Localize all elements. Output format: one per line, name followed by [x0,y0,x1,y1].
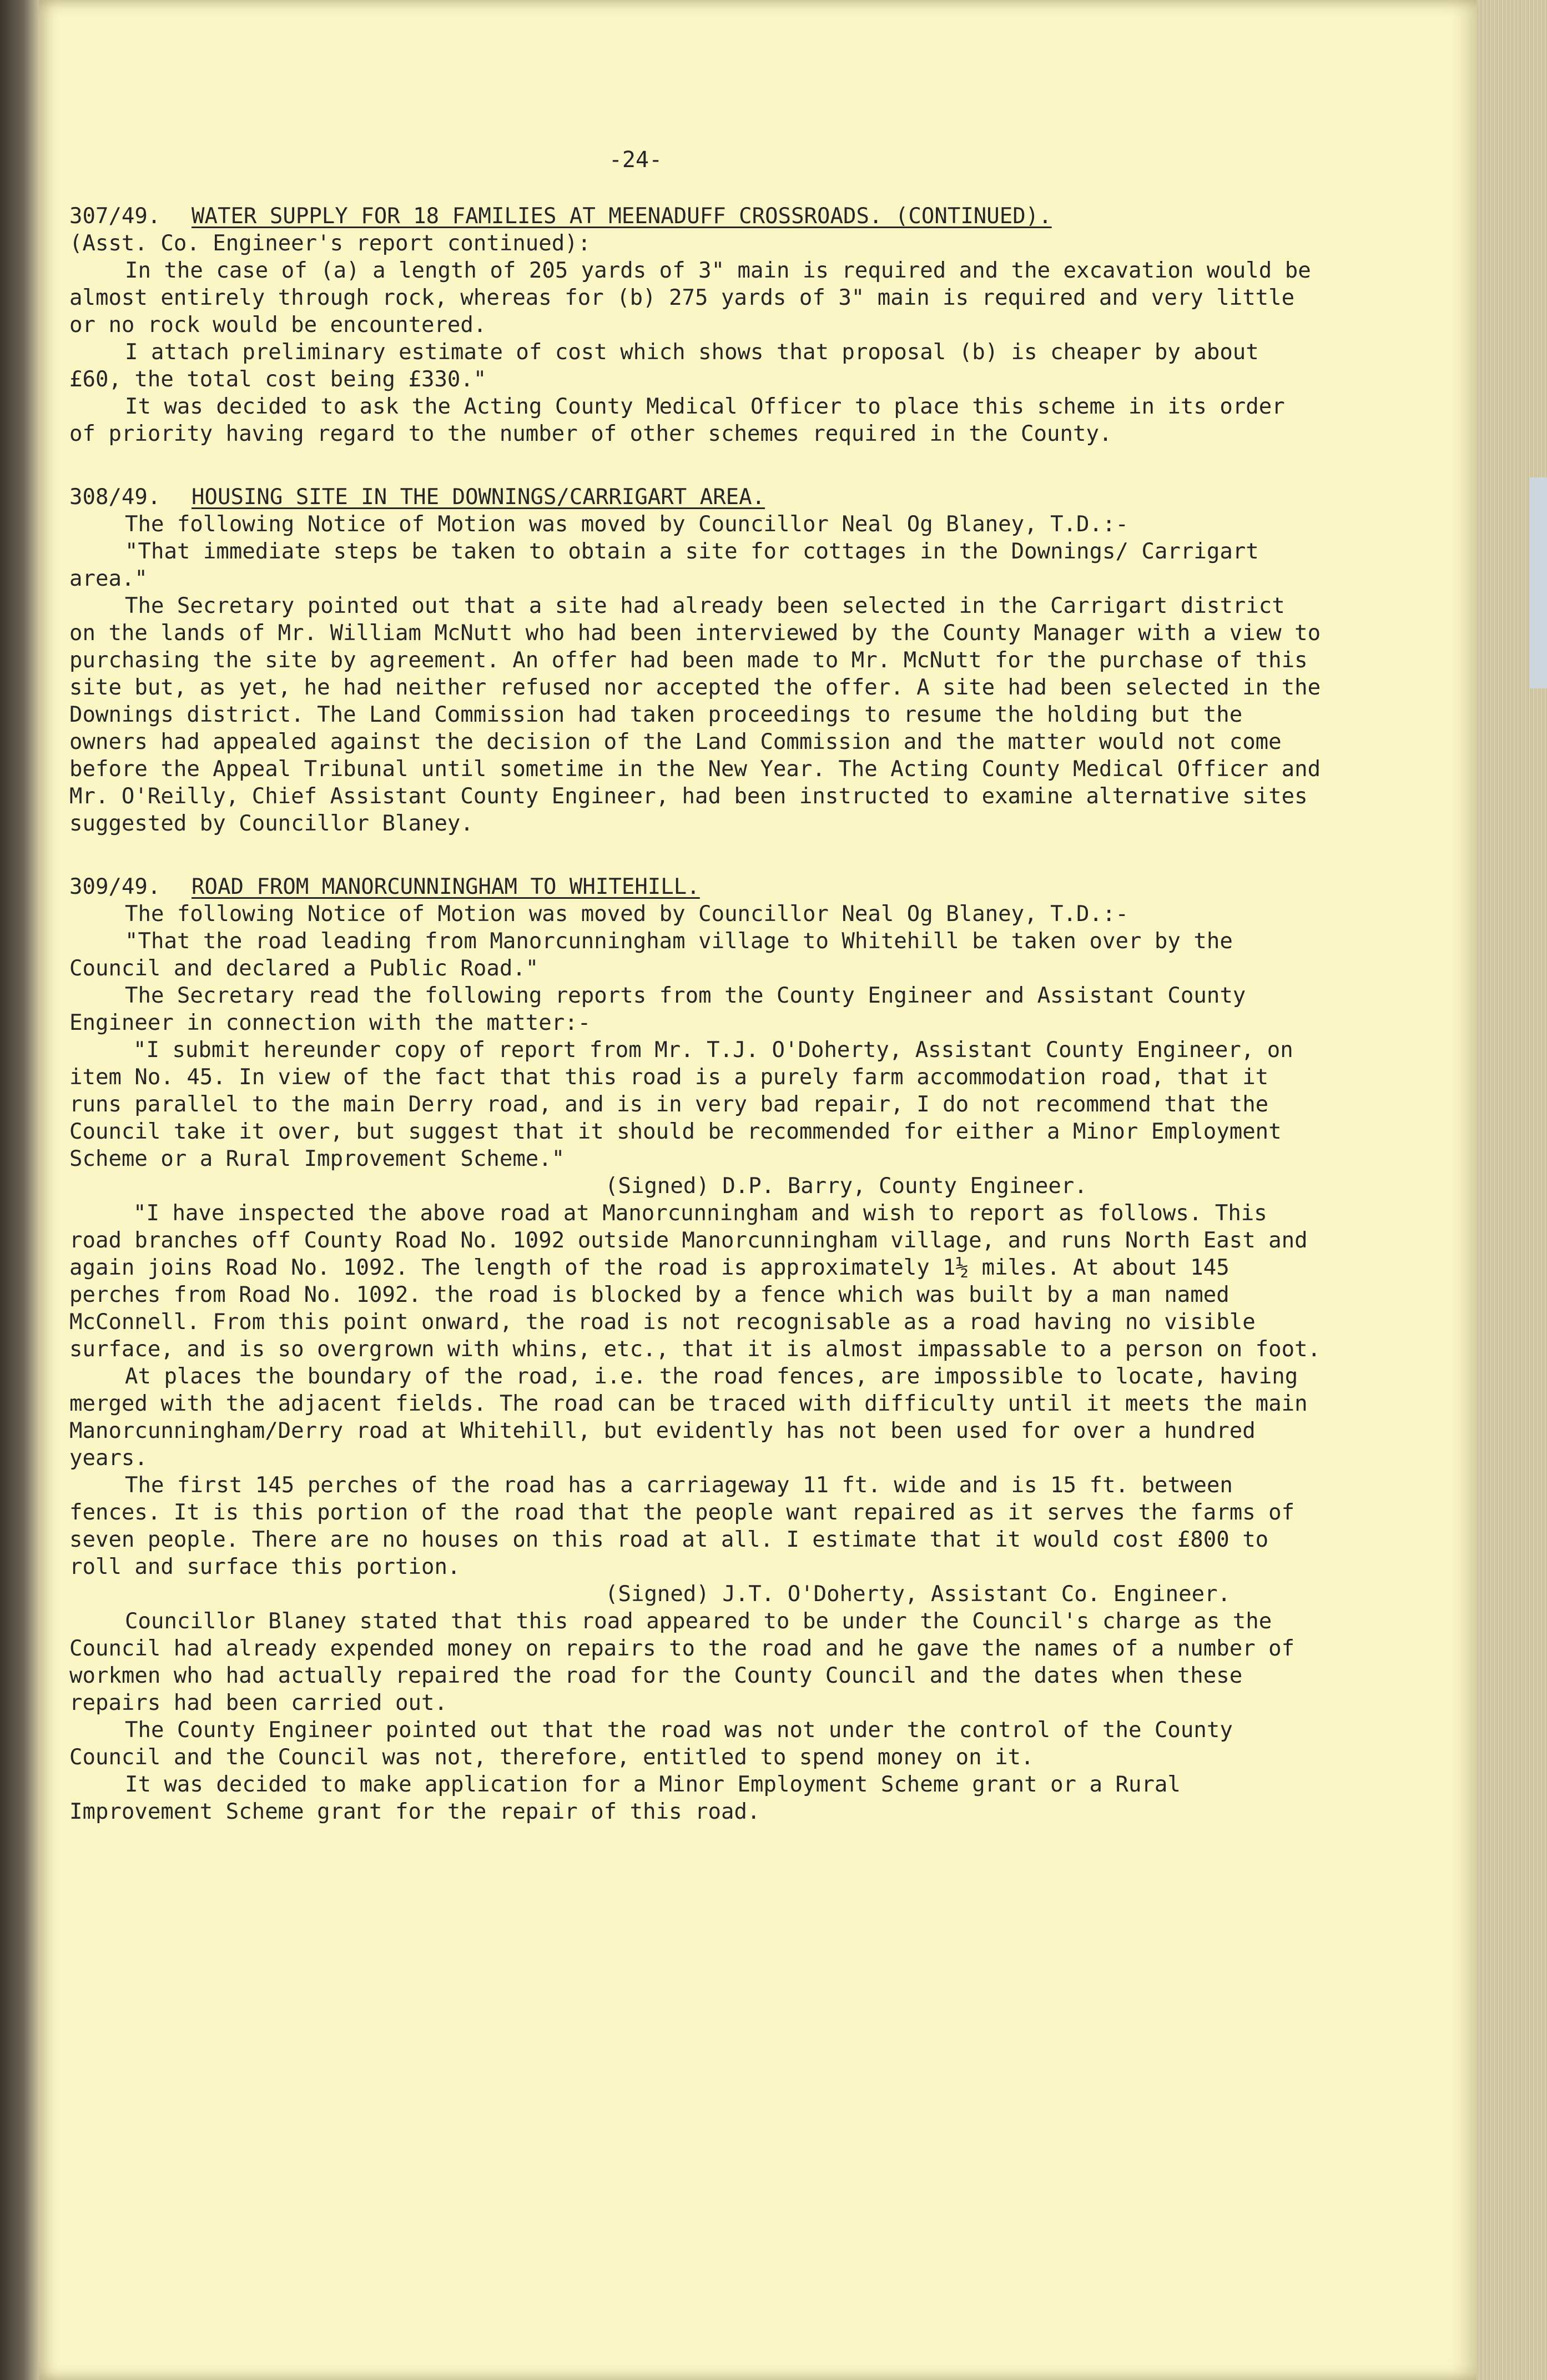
item-number: 308/49. [69,485,161,510]
item-title: WATER SUPPLY FOR 18 FAMILIES AT MEENADUFF CROSSROADS. (CONTINUED). [192,204,1052,229]
item-number: 307/49. [69,204,161,229]
page-number: -24- [608,147,663,173]
item-title: ROAD FROM MANORCUNNINGHAM TO WHITEHILL. [192,874,700,899]
paragraph: The following Notice of Motion was moved by Councillor Neal Og Blaney, T.D.:- [125,902,1128,927]
paragraph: (Asst. Co. Engineer's report continued): [69,231,591,256]
paragraph: It was decided to ask the Acting County Medical Officer to place this scheme in its order of priority having regard to the number of other schemes required in the County. [69,394,1285,446]
signature-line: (Signed) D.P. Barry, County Engineer. [605,1174,1087,1199]
paragraph: The Secretary read the following reports from the County Engineer and Assistant County Engineer in connection with the matter:- [69,983,1246,1035]
motion-quote: "That the road leading from Manorcunningham village to Whitehill be taken over by the Council and declared a Public Road." [69,929,1233,981]
report-quote: "I have inspected the above road at Manorcunningham and wish to report as follows. This road branches off County Road No. 1092 outside Manorcunningham village, and runs North East and again joins Road No. 1092. The length of the road is approximately 1½ miles. At about 145 perches from Road No. 1092. the road is blocked by a fence which was built by a man named McConnell. From this point onward, the road is not recognisable as a road having no visible surface, and is so overgrown with whins, etc., that it is almost impassable to a person on foot. [69,1201,1321,1362]
item-heading [69,873,1324,900]
report-quote: "I submit hereunder copy of report from Mr. T.J. O'Doherty, Assistant County Engineer, on item No. 45. In view of the fact that this road is a purely farm accommodation road, that it runs parallel to the main Derry road, and is in very bad repair, I do not recommend that the Council take it over, but suggest that it should be recommended for either a Minor Employment Scheme or a Rural Improvement Scheme." [69,1038,1293,1171]
minute-item-309-49 [69,873,1324,1825]
motion-quote: "That immediate steps be taken to obtain a site for cottages in the Downings/ Carrigart area." [69,539,1259,591]
paragraph: I attach preliminary estimate of cost which shows that proposal (b) is cheaper by about £60, the total cost being £330." [69,340,1259,392]
paragraph: The County Engineer pointed out that the road was not under the control of the County Council and the Council was not, therefore, entitled to spend money on it. [69,1718,1233,1770]
item-heading [69,203,1324,230]
paragraph: The following Notice of Motion was moved by Councillor Neal Og Blaney, T.D.:- [125,512,1128,537]
paragraph: The Secretary pointed out that a site had already been selected in the Carrigart district on the lands of Mr. William McNutt who had been interviewed by the County Manager with a view to purchasing the site by agreement. An offer had been made to Mr. McNutt for the purchase of this site but, as yet, he had neither refused nor accepted the offer. A site had been selected in the Downings district. The Land Commission had taken proceedings to resume the holding but the owners had appealed against the decision of the Land Commission and the matter would not come before the Appeal Tribunal until sometime in the New Year. The Acting County Medical Officer and Mr. O'Reilly, Chief Assistant County Engineer, had been instructed to examine alternative sites suggested by Councillor Blaney. [69,593,1321,836]
book-gutter [0,0,39,2380]
page-edges [1477,0,1547,2380]
paragraph: In the case of (a) a length of 205 yards of 3" main is required and the excavation would be almost entirely through rock, whereas for (b) 275 yards of 3" main is required and very little or no rock would be encountered. [69,258,1311,338]
paragraph: The first 145 perches of the road has a carriageway 11 ft. wide and is 15 ft. between fences. It is this portion of the road that the people want repaired as it serves the farms of seven people. There are no houses on this road at all. I estimate that it would cost £800 to roll and surface this portion. [69,1473,1295,1579]
signature-line: (Signed) J.T. O'Doherty, Assistant Co. Engineer. [605,1582,1231,1607]
minute-item-308-49 [69,484,1324,837]
item-title: HOUSING SITE IN THE DOWNINGS/CARRIGART AREA. [192,485,765,510]
paragraph: It was decided to make application for a Minor Employment Scheme grant or a Rural Improvement Scheme grant for the repair of this road. [69,1772,1181,1824]
minute-item-307-49 [69,203,1324,447]
paragraph: Councillor Blaney stated that this road appeared to be under the Council's charge as the Council had already expended money on repairs to the road and he gave the names of a number of workmen who had actually repaired the road for the County Council and the dates when these repairs had been carried out. [69,1609,1295,1715]
item-number: 309/49. [69,874,161,899]
index-tab [1529,477,1547,688]
paragraph: At places the boundary of the road, i.e. the road fences, are impossible to locate, having merged with the adjacent fields. The road can be traced with difficulty until it meets the main Manorcunningham/Derry road at Whitehill, but evidently has not been used for over a hundred years. [69,1364,1308,1471]
item-heading [69,484,1324,511]
minutes-body [69,150,1324,1825]
